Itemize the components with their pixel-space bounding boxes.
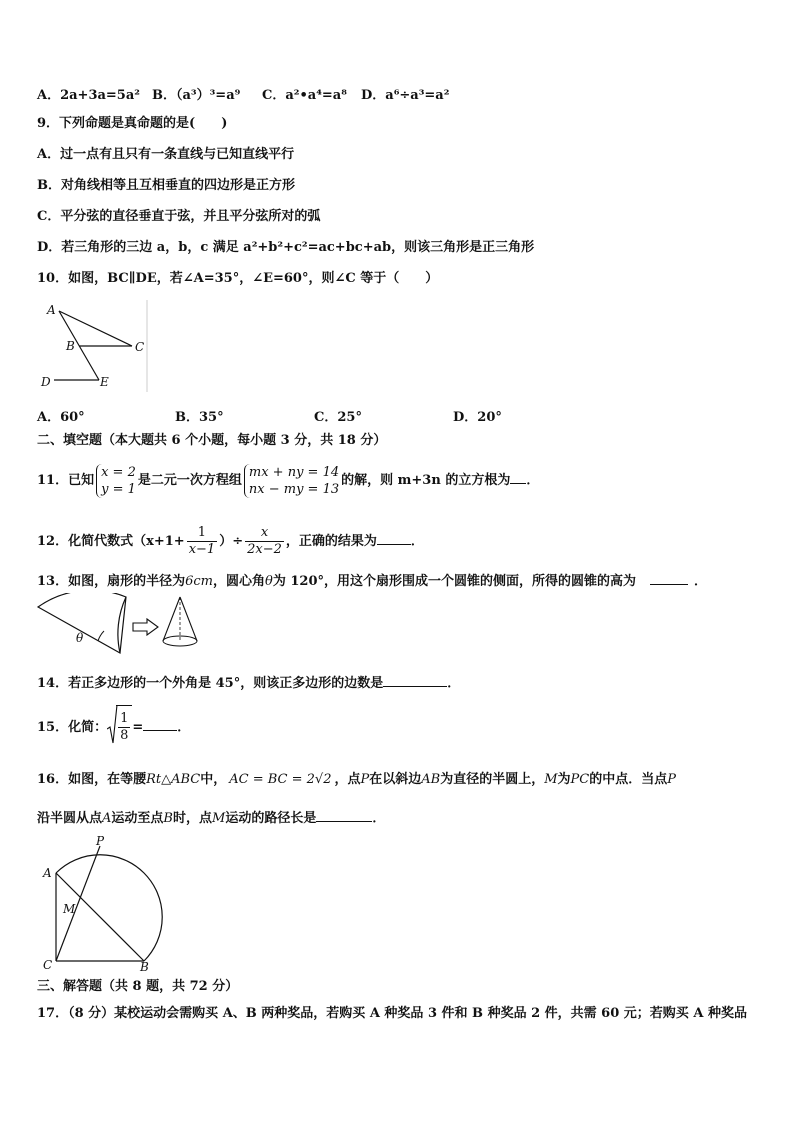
- q13-part1: 13．如图，扇形的半径为: [37, 574, 186, 589]
- q16-text-f: 为: [557, 772, 571, 787]
- q15-prefix: 15．化简：: [37, 720, 108, 735]
- q13-part2: ，圆心角: [212, 574, 265, 589]
- q12-f2-den: 2x−2: [247, 542, 282, 557]
- q10-label-d: D: [41, 375, 51, 389]
- q16-figure: [38, 833, 168, 973]
- q16-label-a: A: [43, 866, 52, 880]
- section-2-heading: 二、填空题（本大题共 6 个小题，每小题 3 分，共 18 分）: [37, 433, 387, 448]
- q15: [37, 705, 190, 750]
- q16-point-a: A: [102, 811, 112, 826]
- q10-option-a: A．60°: [37, 410, 85, 425]
- q12-f1-den: x−1: [188, 542, 216, 557]
- q14-end: ．: [447, 676, 461, 691]
- q11-sys1-eq2: y = 1: [101, 481, 136, 497]
- q13-answer-blank[interactable]: [650, 571, 688, 585]
- q11-prefix: 11．已知: [37, 473, 95, 488]
- q11-suffix: 的解，则 m+3n 的立方根为: [341, 473, 511, 488]
- q15-sqrt: [107, 705, 132, 750]
- q15-end: ．: [177, 720, 191, 735]
- q10-label-e: E: [100, 375, 109, 389]
- q16-text-d: 在以斜边: [369, 772, 422, 787]
- q12-fraction-2: [245, 525, 284, 558]
- q13-part3: 为 120°，用这个扇形围成一个圆锥的侧面，所得的圆锥的高为: [272, 574, 636, 589]
- q12-fraction-1: [187, 525, 218, 558]
- q10-label-a: A: [47, 303, 56, 317]
- section-3-heading: 三、解答题（共 8 题，共 72 分）: [37, 979, 239, 994]
- q10-label-c: C: [135, 340, 145, 354]
- q9-option-a: A．过一点有且只有一条直线与已知直线平行: [37, 147, 295, 162]
- q16-text-g: 的中点．当点: [589, 772, 668, 787]
- q16-end: ．: [372, 811, 386, 826]
- q11: [37, 459, 539, 503]
- q15-num: 1: [120, 711, 129, 726]
- q16-point-p-2: P: [667, 772, 677, 787]
- q10-label-b: B: [66, 339, 75, 353]
- q8-option-b: B．（a³）³=a⁹: [152, 88, 241, 103]
- q16-label-p: P: [96, 834, 105, 848]
- q16-rt-triangle: Rt△ABC: [146, 772, 201, 787]
- q16-line-2: [37, 808, 385, 828]
- q8-option-d: D．a⁶÷a³=a²: [361, 88, 450, 103]
- q16-point-m: M: [544, 772, 558, 787]
- q16-answer-blank[interactable]: [316, 808, 372, 822]
- q16-point-p: P: [360, 772, 370, 787]
- q9-option-d: D．若三角形的三边 a，b，c 满足 a²+b²+c²=ac+bc+ab，则该三角形是正三角形: [37, 240, 535, 255]
- q16-text-e: 为直径的半圆上，: [440, 772, 545, 787]
- q16-text-h: 沿半圆从点: [37, 811, 103, 826]
- q13: [37, 571, 707, 591]
- q12-prefix: 12．化简代数式（x+1+: [37, 534, 185, 549]
- q12-mid: ）÷: [219, 534, 244, 549]
- q16-text-b: 中，: [200, 772, 227, 787]
- q10-stem: 10．如图，BC∥DE，若∠A=35°，∠E=60°，则∠C 等于（ ）: [37, 271, 439, 286]
- q13-radius: 6cm: [185, 574, 213, 589]
- q16-label-b: B: [140, 960, 149, 973]
- q13-theta: θ: [265, 574, 273, 589]
- radical-sign-icon: [107, 705, 118, 745]
- q16-condition: AC = BC = 2√2: [229, 772, 332, 787]
- q16-segment-ab: AB: [421, 772, 441, 787]
- q8-option-a: A．2a+3a=5a²: [37, 88, 140, 103]
- q11-mid: 是二元一次方程组: [137, 473, 242, 488]
- q16-text-a: 16．如图，在等腰: [37, 772, 147, 787]
- q16-text-c: ，点: [334, 772, 361, 787]
- q13-figure: [36, 593, 206, 663]
- q10-option-b: B．35°: [175, 410, 224, 425]
- q9-option-b: B．对角线相等且互相垂直的四边形是正方形: [37, 178, 295, 193]
- q15-eq: =: [132, 720, 144, 735]
- q9-stem: 9．下列命题是真命题的是( ): [37, 116, 228, 131]
- q12-f2-num: x: [245, 525, 284, 542]
- q14: [37, 673, 460, 693]
- q16-text-i: 运动至点: [111, 811, 164, 826]
- q14-text: 14．若正多边形的一个外角是 45°，则该正多边形的边数是: [37, 676, 384, 691]
- q15-fraction: [118, 711, 130, 744]
- q13-theta-label: θ: [76, 631, 84, 645]
- q13-end: ．: [694, 574, 708, 589]
- q11-sys2-eq2: nx − my = 13: [248, 481, 340, 497]
- q12-answer-blank[interactable]: [377, 531, 411, 545]
- q16-segment-pc: PC: [570, 772, 590, 787]
- q16-label-c: C: [43, 958, 53, 972]
- q11-end: ．: [526, 473, 540, 488]
- q11-sys1-eq1: x = 2: [101, 464, 136, 480]
- q16-text-j: 时，点: [172, 811, 212, 826]
- q16-line-1: [37, 771, 676, 789]
- q10-option-d: D．20°: [453, 410, 502, 425]
- q12-f1-num: 1: [187, 525, 218, 542]
- q10-option-c: C．25°: [314, 410, 362, 425]
- q17: 17．（8 分）某校运动会需购买 A、B 两种奖品，若购买 A 种奖品 3 件和 B 种奖品 2 件，共需 60 元；若购买 A 种奖品: [37, 1006, 747, 1021]
- q16-text-k: 运动的路径长是: [225, 811, 317, 826]
- q16-point-b: B: [163, 811, 173, 826]
- q12: [37, 522, 424, 562]
- q16-point-m-2: M: [212, 811, 226, 826]
- q16-label-m: M: [63, 902, 76, 916]
- q12-end: ．: [410, 534, 424, 549]
- q10-figure: [37, 300, 152, 392]
- q12-suffix: ，正确的结果为: [285, 534, 377, 549]
- q11-sys2-eq1: mx + ny = 14: [248, 464, 340, 480]
- q14-answer-blank[interactable]: [383, 673, 447, 687]
- q11-answer-blank[interactable]: [510, 470, 526, 484]
- q8-option-c: C．a²•a⁴=a⁸: [262, 88, 347, 103]
- q11-equation-system: [244, 464, 339, 498]
- q15-answer-blank[interactable]: [143, 717, 177, 731]
- q11-solution-system: [96, 464, 136, 498]
- q9-option-c: C．平分弦的直径垂直于弦，并且平分弦所对的弧: [37, 209, 321, 224]
- q15-den: 8: [120, 728, 129, 743]
